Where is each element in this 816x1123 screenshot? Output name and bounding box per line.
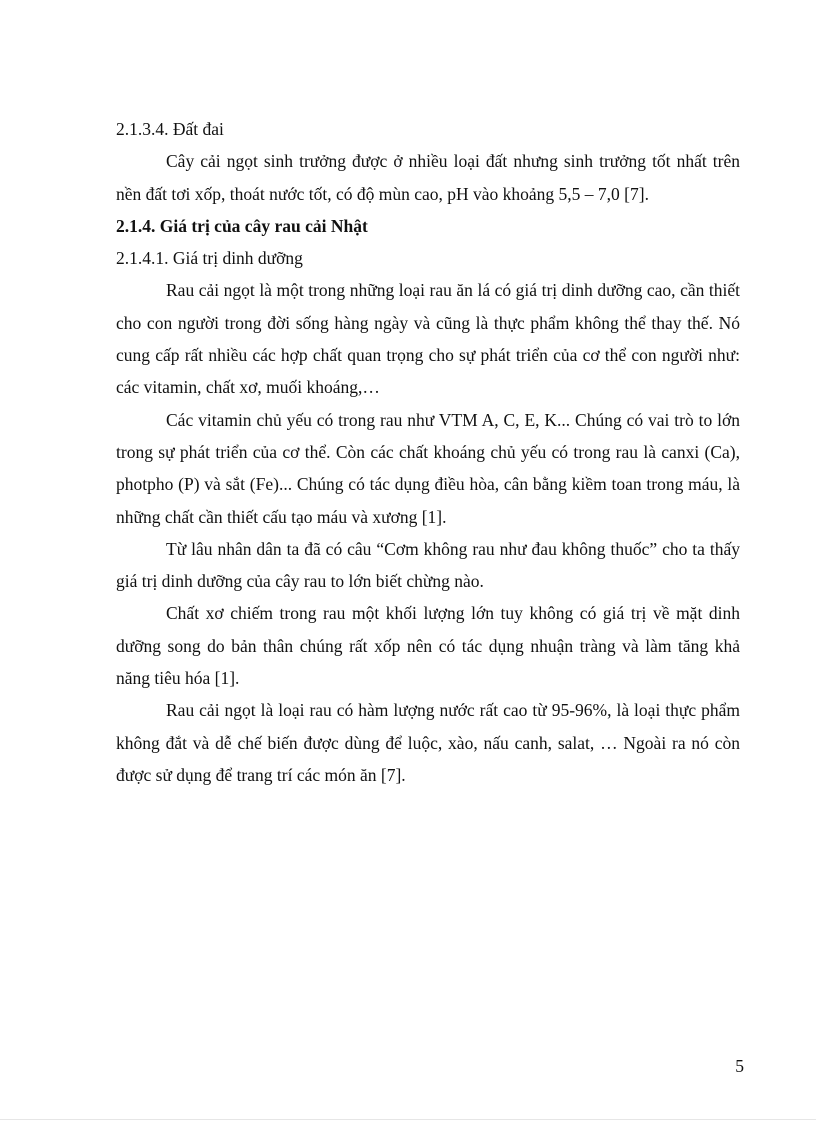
section-heading-2-1-4: 2.1.4. Giá trị của cây rau cải Nhật	[116, 215, 368, 236]
document-body	[116, 113, 740, 791]
paragraph-proverb: Từ lâu nhân dân ta đã có câu “Cơm không rau như đau không thuốc” cho ta thấy giá trị dinh dưỡng của cây rau to lớn biết chừng nào.	[116, 538, 740, 592]
page-number: 5	[735, 1056, 744, 1076]
paragraph-water-content: Rau cải ngọt là loại rau có hàm lượng nước rất cao từ 95-96%, là loại thực phẩm không đắt và dễ chế biến được dùng để luộc, xào, nấu canh, salat, … Ngoài ra nó còn được sử dụng để trang trí các món ăn [7].	[116, 700, 740, 785]
paragraph-vitamins: Các vitamin chủ yếu có trong rau như VTM A, C, E, K... Chúng có vai trò to lớn trong sự phát triển của cơ thể. Còn các chất khoáng chủ yếu có trong rau là canxi (Ca), photpho (P) và sắt (Fe)... Chúng có tác dụng điều hòa, cân bằng kiềm toan trong máu, là những chất cần thiết cấu tạo máu và xương [1].	[116, 409, 740, 527]
section-heading-2-1-4-1: 2.1.4.1. Giá trị dinh dưỡng	[116, 248, 303, 269]
page-bottom-divider	[0, 1119, 816, 1120]
paragraph-soil: Cây cải ngọt sinh trưởng được ở nhiều loại đất nhưng sinh trưởng tốt nhất trên nền đất tơi xốp, thoát nước tốt, có độ mùn cao, pH vào khoảng 5,5 – 7,0 [7].	[116, 151, 740, 204]
paragraph-fiber: Chất xơ chiếm trong rau một khối lượng lớn tuy không có giá trị về mặt dinh dưỡng song do bản thân chúng rất xốp nên có tác dụng nhuận tràng và làm tăng khả năng tiêu hóa [1].	[116, 603, 740, 689]
section-heading-2-1-3-4: 2.1.3.4. Đất đai	[116, 119, 224, 139]
paragraph-nutrition: Rau cải ngọt là một trong những loại rau ăn lá có giá trị dinh dưỡng cao, cần thiết cho con người trong đời sống hàng ngày và cũng là thực phẩm không thể thay thế. Nó cung cấp rất nhiều các hợp chất quan trọng cho sự phát triển của cơ thể con người như: các vitamin, chất xơ, muối khoáng,…	[116, 280, 740, 398]
